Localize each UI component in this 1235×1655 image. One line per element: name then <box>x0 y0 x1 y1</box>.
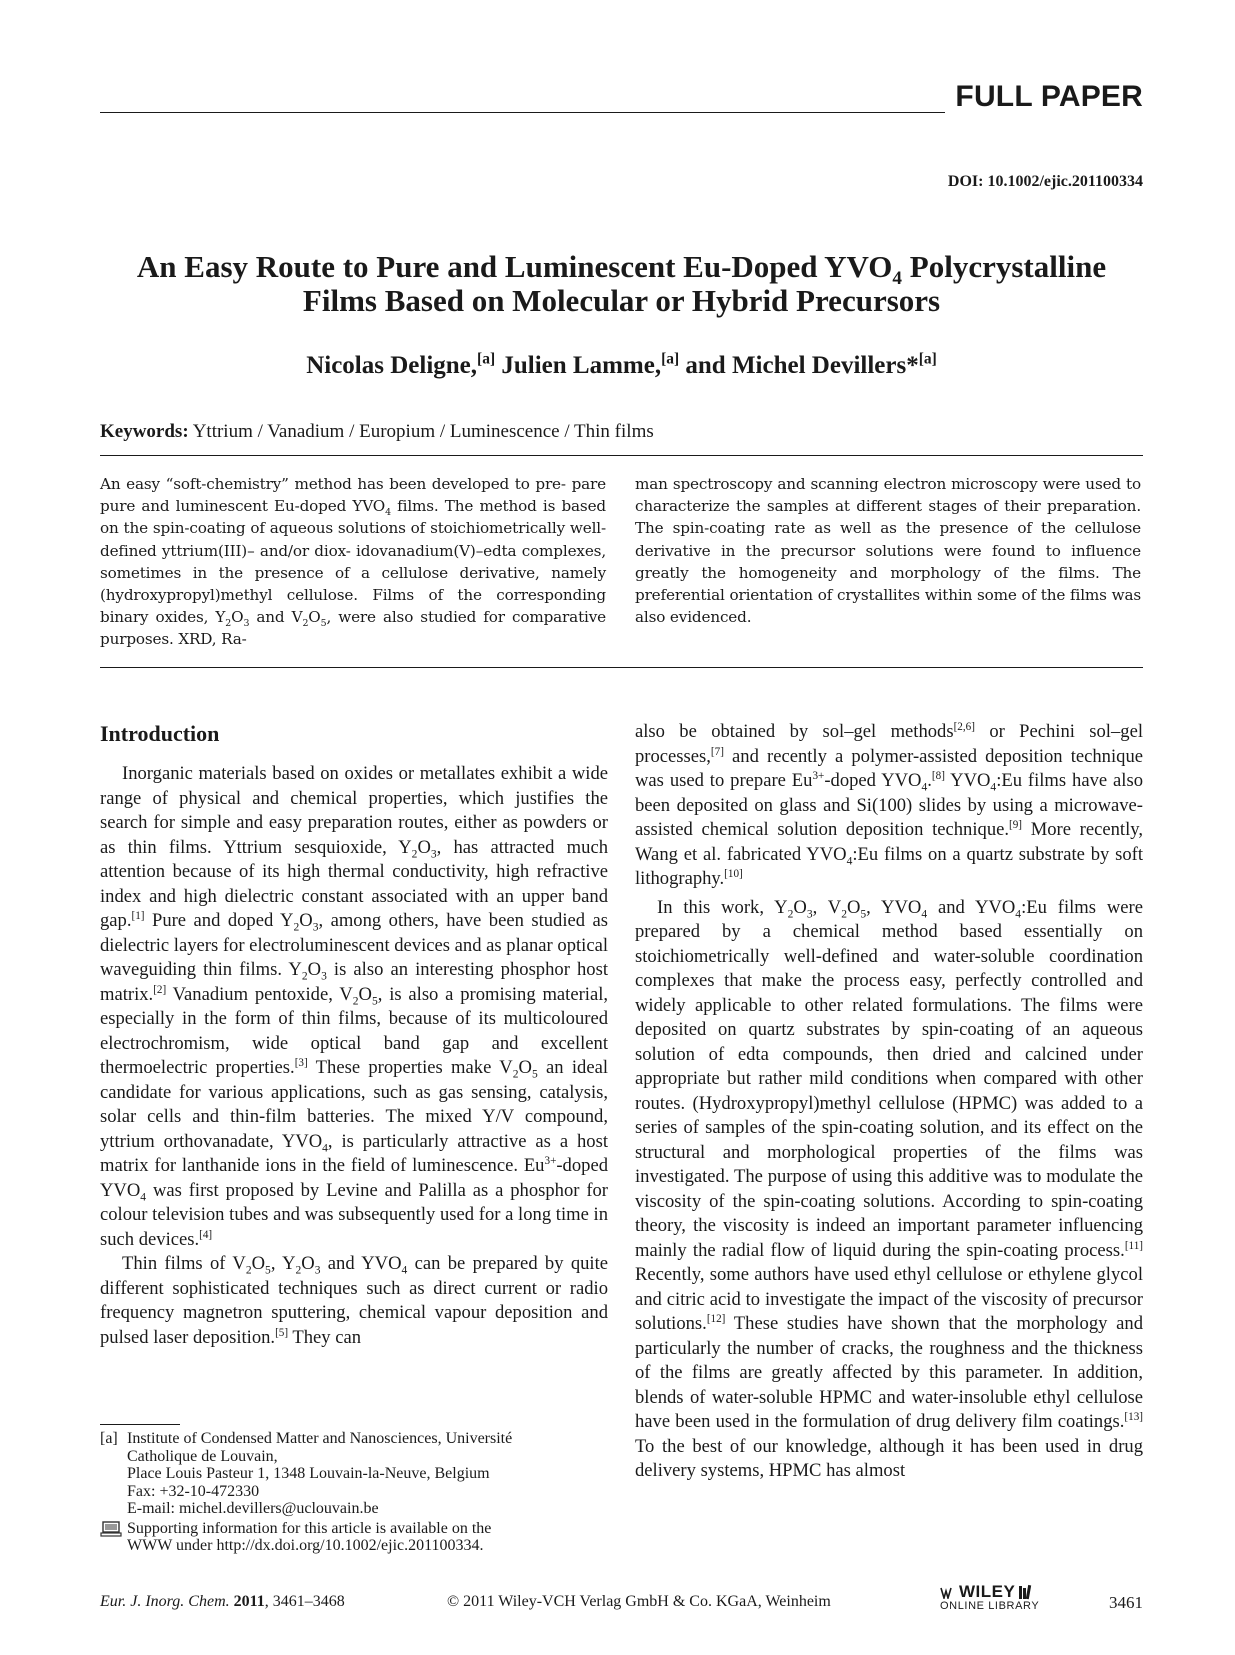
keywords <box>100 421 654 443</box>
paragraph: In this work, $Y_2O_3$, $V_2O_5$, $YVO_4$ and $YVO_4:Eu$ films were prepared by a chemical method based essentially on stoichiometrically well-defined and water-soluble coordination complexes that make the process easy, perfectly controlled and widely applicable to other related formulations. The films were deposited on quartz substrates by spin-coating of an aqueous solution of edta compounds, then dried and calcined under appropriate but rather mild conditions when compared with other routes. (Hydroxypropyl)methyl cellulose (HPMC) was added to a series of samples of the spin-coating solution, and its effect on the structural and morphological properties of the films was investigated. The purpose of using this additive was to modulate the viscosity of the spin-coating solutions. According to spin-coating theory, the viscosity is indeed an important parameter influencing mainly the radial flow of liquid during the spin-coating process.[11] Recently, some authors have used ethyl cellulose or ethylene glycol and citric acid to investigate the impact of the viscosity of precursor solutions.[12] These studies have shown that the morphology and particularly the number of cracks, the roughness and the thickness of the films are greatly affected by this parameter. In addition, blends of water-soluble HPMC and water-insoluble ethyl cellulose have been used in the formulation of drug delivery film coatings.[13] To the best of our knowledge, although it has been used in drug delivery systems, HPMC has almost <box>635 896 1144 1481</box>
wiley-mark-icon <box>940 1585 956 1599</box>
keywords-rule <box>100 455 1143 456</box>
supporting-info-footnote: Supporting information for this article is available on the WWW under http://dx.doi.org/10.1002/ejic.201100334. <box>100 1520 608 1555</box>
author-affiliation: [a] <box>918 350 937 368</box>
copyright: © 2011 Wiley-VCH Verlag GmbH & Co. KGaA, Weinheim <box>447 1593 831 1610</box>
keywords-label: Keywords: <box>100 421 189 442</box>
affiliation-footnote: [a] Institute of Condensed Matter and Nanosciences, Université Catholique de Louvain, Place Louis Pasteur 1, 1348 Louvain-la-Neuve, Belgium Fax: +32-10-472330 E-mail: michel.devillers@uclouvain.be <box>100 1430 608 1518</box>
library-books-icon <box>1018 1584 1034 1600</box>
page-number: 3461 <box>1109 1593 1143 1612</box>
author-name: and Michel Devillers* <box>679 352 919 379</box>
abstract-right: man spectroscopy and scanning electron microscopy were used to characterize the samples at different stages of their preparation. The spin-coating rate as well as the presence of the cellulose derivative in the precursor solutions were found to influence greatly the homogeneity and morphology of the films. The preferential orientation of crystallites within some of the films was also evidenced. <box>635 475 1141 627</box>
citation[interactable]: [10] <box>724 867 743 880</box>
doi[interactable]: DOI: 10.1002/ejic.201100334 <box>947 173 1143 190</box>
citation[interactable]: [7] <box>710 745 724 758</box>
right-column <box>635 720 1143 1484</box>
citation[interactable]: [5] <box>275 1326 289 1339</box>
citation[interactable]: [2,6] <box>953 720 975 733</box>
abstract-left: An easy “soft-chemistry” method has been developed to pre- pare pure and luminescent Eu-doped $YVO_4$ films. The method is based on the spin-coating of aqueous solutions of stoichiometrically well-defined yttrium(III)– and/or diox- idovanadium(V)–edta complexes, sometimes in the presence of a cellulose derivative, namely (hydroxypropyl)methyl cellulose. Films of the corresponding binary oxides, $Y_2O_3$ and $V_2O_5$, were also studied for comparative purposes. XRD, Ra- <box>100 475 607 649</box>
citation[interactable]: [4] <box>199 1228 213 1241</box>
footnotes <box>100 1430 608 1555</box>
citation[interactable]: [2] <box>153 983 167 996</box>
footnote-rule <box>100 1424 180 1425</box>
journal-citation: Eur. J. Inorg. Chem. 2011, 3461–3468 <box>100 1593 345 1610</box>
citation[interactable]: [11] <box>1124 1239 1143 1252</box>
author-affiliation: [a] <box>661 350 680 368</box>
supporting-info-link[interactable]: WWW under http://dx.doi.org/10.1002/ejic.201100334. <box>127 1537 484 1554</box>
email-link[interactable]: E-mail: michel.devillers@uclouvain.be <box>127 1500 379 1517</box>
author-affiliation: [a] <box>477 350 496 368</box>
paragraph: Inorganic materials based on oxides or metallates exhibit a wide range of physical and chemical properties, which justifies the search for simple and easy preparation routes, either as powders or as thin films. Yttrium sesquioxide, $Y_2O_3$, has attracted much attention because of its high thermal conductivity, high refractive index and high dielectric constant associated with an upper band gap.[1] Pure and doped $Y_2O_3$, among others, have been studied as dielectric layers for electroluminescent devices and as planar optical waveguiding thin films. $Y_2O_3$ is also an interesting phosphor host matrix.[2] Vanadium pentoxide, $V_2O_5$, is also a promising material, especially in the form of thin films, because of its multicoloured electrochromism, wide optical band gap and excellent thermoelectric properties.[3] These properties make $V_2O_5$ an ideal candidate for various applications, such as gas sensing, catalysis, solar cells and thin-film batteries. The mixed Y/V compound, yttrium orthovanadate, $YVO_4$, is particularly attractive as a host matrix for lanthanide ions in the field of luminescence. $Eu^{3+}$-doped $YVO_4$ was first proposed by Levine and Palilla as a phosphor for colour television tubes and was subsequently used for a long time in such devices.[4] <box>100 763 609 1250</box>
computer-icon <box>100 1521 122 1537</box>
paragraph: Thin films of $V_2O_5$, $Y_2O_3$ and $YVO_4$ can be prepared by quite different sophisticated techniques such as direct current or radio frequency magnetron sputtering, chemical vapour deposition and pulsed laser deposition.[5] They can <box>100 1253 608 1348</box>
section-label: FULL PAPER <box>955 80 1143 113</box>
citation[interactable]: [1] <box>131 909 145 922</box>
citation[interactable]: [12] <box>706 1312 726 1325</box>
author-name: Julien Lamme, <box>495 352 662 379</box>
author-name: Nicolas Deligne, <box>306 352 478 379</box>
publisher-logo[interactable]: WILEY ONLINE LIBRARY <box>940 1582 1040 1612</box>
left-column <box>100 720 608 1350</box>
citation[interactable]: [9] <box>1009 818 1023 831</box>
keywords-text: Yttrium / Vanadium / Europium / Luminescence / Thin films <box>188 421 654 442</box>
author-list <box>100 352 1143 380</box>
citation[interactable]: [3] <box>294 1056 308 1069</box>
paragraph: also be obtained by sol–gel methods[2,6] or Pechini sol–gel processes,[7] and recently a polymer-assisted deposition technique was used to prepare $Eu^{3+}$-doped $YVO_4.[8]$ $YVO_4:Eu$ films have also been deposited on glass and Si(100) slides by using a microwave-assisted chemical solution deposition technique.[9] More recently, Wang et al. fabricated $YVO_4:Eu$ films on a quartz substrate by soft lithography.[10] <box>635 720 1143 889</box>
section-heading: Introduction <box>100 721 220 746</box>
citation[interactable]: [8] <box>931 769 945 782</box>
article-title: An Easy Route to Pure and Luminescent Eu-Doped $YVO_4$ Polycrystalline Films Based on Molecular or Hybrid Precursors <box>136 249 1107 318</box>
citation[interactable]: [13] <box>1124 1410 1143 1423</box>
abstract-rule <box>100 667 1143 668</box>
header-rule <box>100 112 945 113</box>
